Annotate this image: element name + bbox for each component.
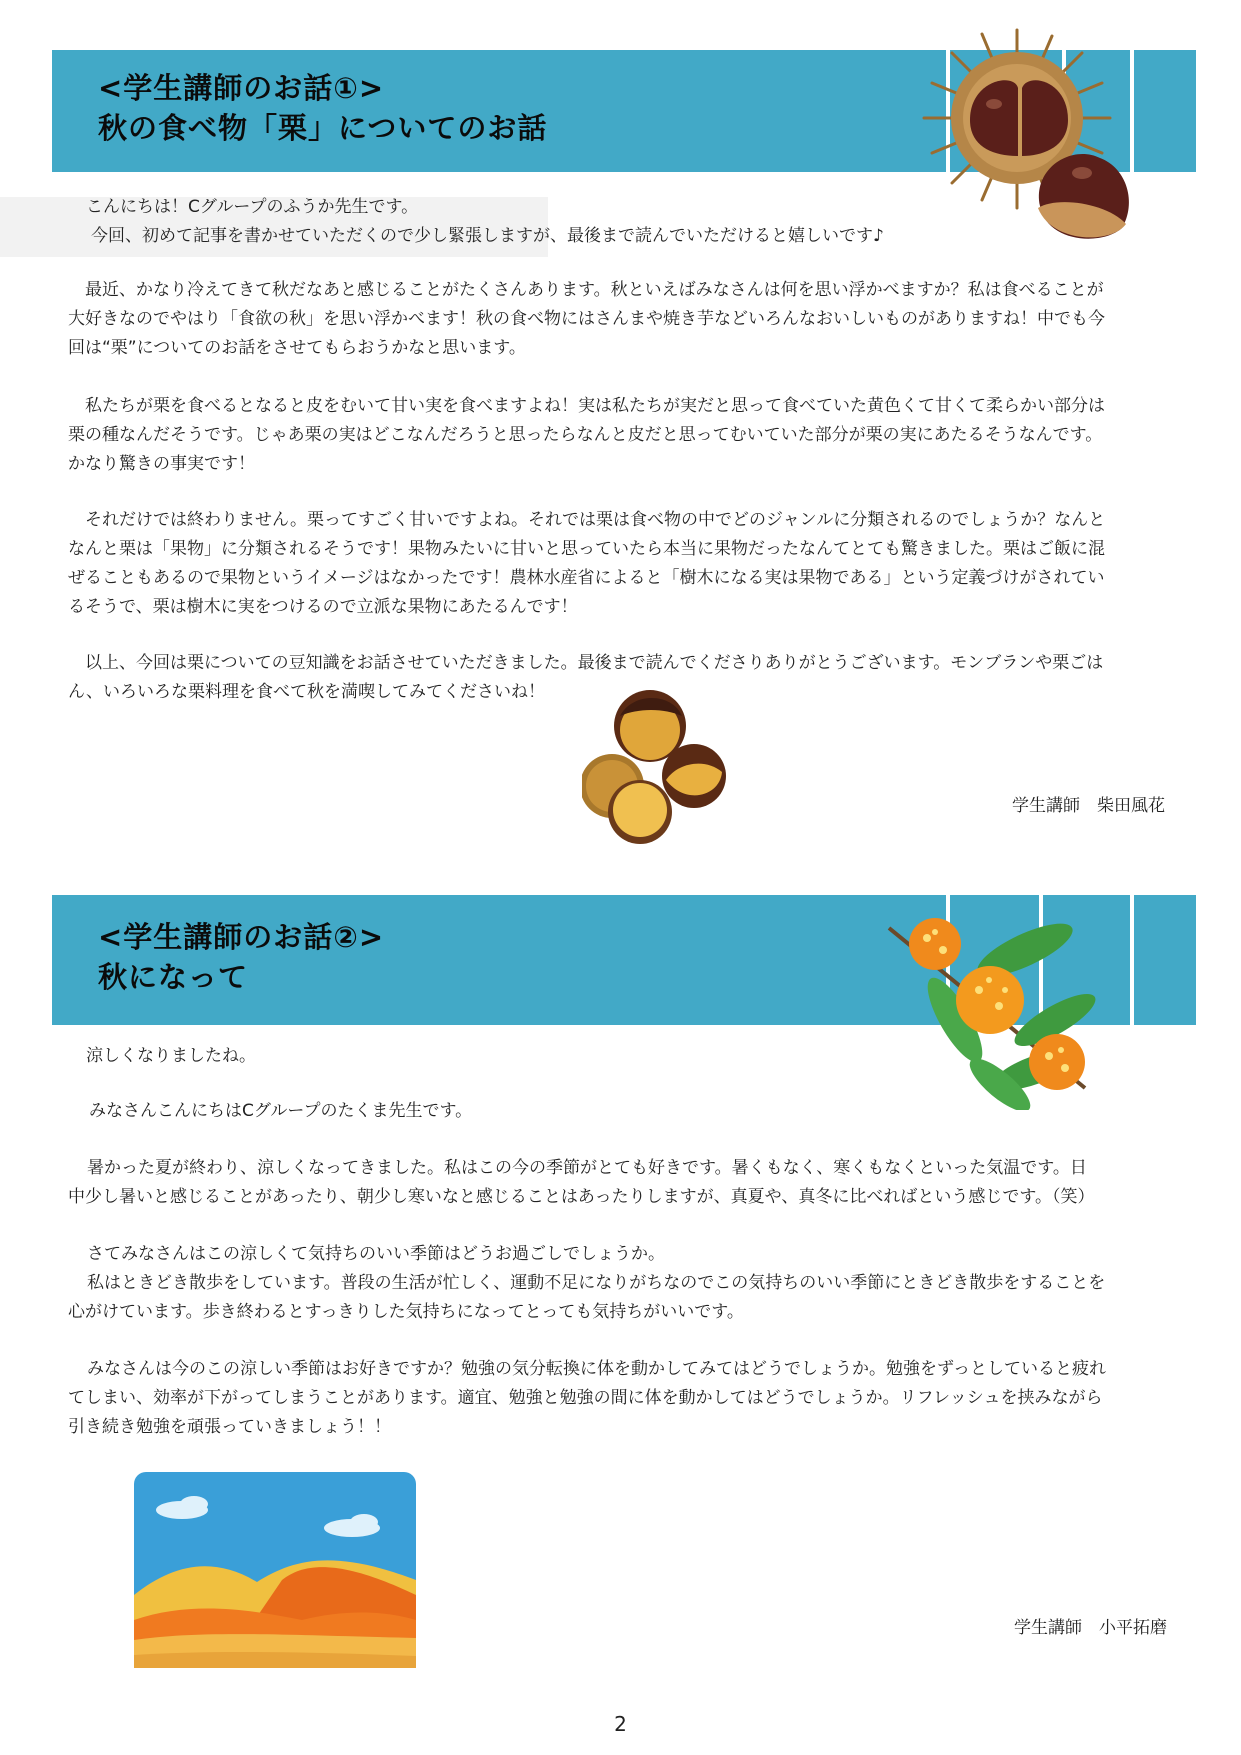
text-line: 大好きなのでやはり「食欲の秋」を思い浮かべます！秋の食べ物にはさんまや焼き芋などいろんなおいしいものがありますね！中でも今 [68, 309, 1105, 329]
chestnuts-icon [582, 688, 742, 844]
article1-greeting [86, 193, 1196, 251]
text-line: かなり驚きの事実です！ [68, 454, 255, 474]
article1-title-line2: 秋の食べ物「栗」についてのお話 [98, 111, 548, 145]
text-line: 暑かった夏が終わり、涼しくなってきました。私はこの今の季節がとても好きです。暑くもなく、寒くもなくといった気温です。日 [87, 1158, 1087, 1178]
page-number: 2 [614, 1712, 627, 1736]
article1-paragraph-3 [68, 506, 1178, 622]
text-line: 引き続き勉強を頑張っていきましょう！！ [68, 1417, 391, 1437]
text-line: なんと栗は「果物」に分類されるそうです！果物みたいに甘いと思っていたら本当に果物だったなんてとても驚きました。栗はご飯に混 [68, 539, 1105, 559]
text-line: 栗の種なんだそうです。じゃあ栗の実はどこなんだろうと思ったらなんと皮だと思ってむいていた部分が栗の実にあたるそうなんです。 [68, 425, 1103, 445]
text-line: るそうで、栗は樹木に実をつけるので立派な果物にあたるんです！ [68, 597, 578, 617]
article2-line1: 涼しくなりましたね。 [86, 1046, 256, 1066]
text-line: 最近、かなり冷えてきて秋だなあと感じることがたくさんあります。秋といえばみなさんは何を思い浮かべますか？私は食べることが [85, 280, 1104, 300]
text-line: 回は“栗”についてのお話をさせてもらおうかなと思います。 [68, 338, 526, 358]
article2-title-line2: 秋になって [98, 960, 249, 994]
text-line: さてみなさんはこの涼しくて気持ちのいい季節はどうお過ごしでしょうか。 [87, 1244, 665, 1264]
text-line: てしまい、効率が下がってしまうことがあります。適宜、勉強と勉強の間に体を動かしてはどうでしょうか。リフレッシュを挟みながら [68, 1388, 1103, 1408]
article2-paragraph-2 [68, 1240, 1178, 1327]
text-line: 私たちが栗を食べるとなると皮をむいて甘い実を食べますよね！実は私たちが実だと思って食べていた黄色くて甘くて柔らかい部分は [85, 396, 1105, 416]
text-line: 私はときどき散歩をしています。普段の生活が忙しく、運動不足になりがちなのでこの気持ちのいい季節にときどき散歩をすることを [87, 1273, 1106, 1293]
text-line: みなさんは今のこの涼しい季節はお好きですか？勉強の気分転換に体を動かしてみてはどうでしょうか。勉強をずっとしていると疲れ [87, 1359, 1106, 1379]
article1-title-line1: <学生講師のお話①> [98, 71, 385, 105]
article2-title-line1: <学生講師のお話②> [98, 920, 385, 954]
text-line: ぜることもあるので果物というイメージはなかったです！農林水産省によると「樹木になる実は果物である」という定義づけがされてい [68, 568, 1105, 588]
article2-opening [86, 1042, 1196, 1071]
article2-line2: みなさんこんにちはCグループのたくま先生です。 [89, 1101, 473, 1121]
article2-intro [86, 1097, 1196, 1126]
article1-signature: 学生講師 柴田風花 [1012, 796, 1165, 816]
banner-divider [1130, 895, 1134, 1025]
osmanthus-flower-icon [885, 910, 1125, 1110]
text-line: 中少し暑いと感じることがあったり、朝少し寒いなと感じることはあったりしますが、真夏や、真冬に比べればという感じです。（笑） [68, 1187, 1095, 1207]
article2-signature: 学生講師 小平拓磨 [1014, 1618, 1167, 1638]
article1-greeting-line1: こんにちは！Cグループのふうか先生です。 [86, 197, 419, 217]
article1-greeting-line2: 今回、初めて記事を書かせていただくので少し緊張しますが、最後まで読んでいただけると嬉しいです♪ [91, 226, 884, 246]
article1-paragraph-2 [68, 392, 1178, 479]
text-line: 心がけています。歩き終わるとすっきりした気持ちになってとっても気持ちがいいです。 [68, 1302, 744, 1322]
autumn-landscape-icon [132, 1470, 418, 1670]
article1-paragraph-1 [68, 276, 1178, 363]
text-line: ん、いろいろな栗料理を食べて秋を満喫してみてくださいね！ [68, 682, 546, 702]
text-line: 以上、今回は栗についての豆知識をお話させていただきました。最後まで読んでくださりありがとうございます。モンブランや栗ごは [85, 653, 1104, 673]
text-line: それだけでは終わりません。栗ってすごく甘いですよね。それでは栗は食べ物の中でどのジャンルに分類されるのでしょうか？なんと [85, 510, 1106, 530]
article2-paragraph-3 [68, 1355, 1178, 1442]
article2-paragraph-1 [68, 1154, 1178, 1212]
